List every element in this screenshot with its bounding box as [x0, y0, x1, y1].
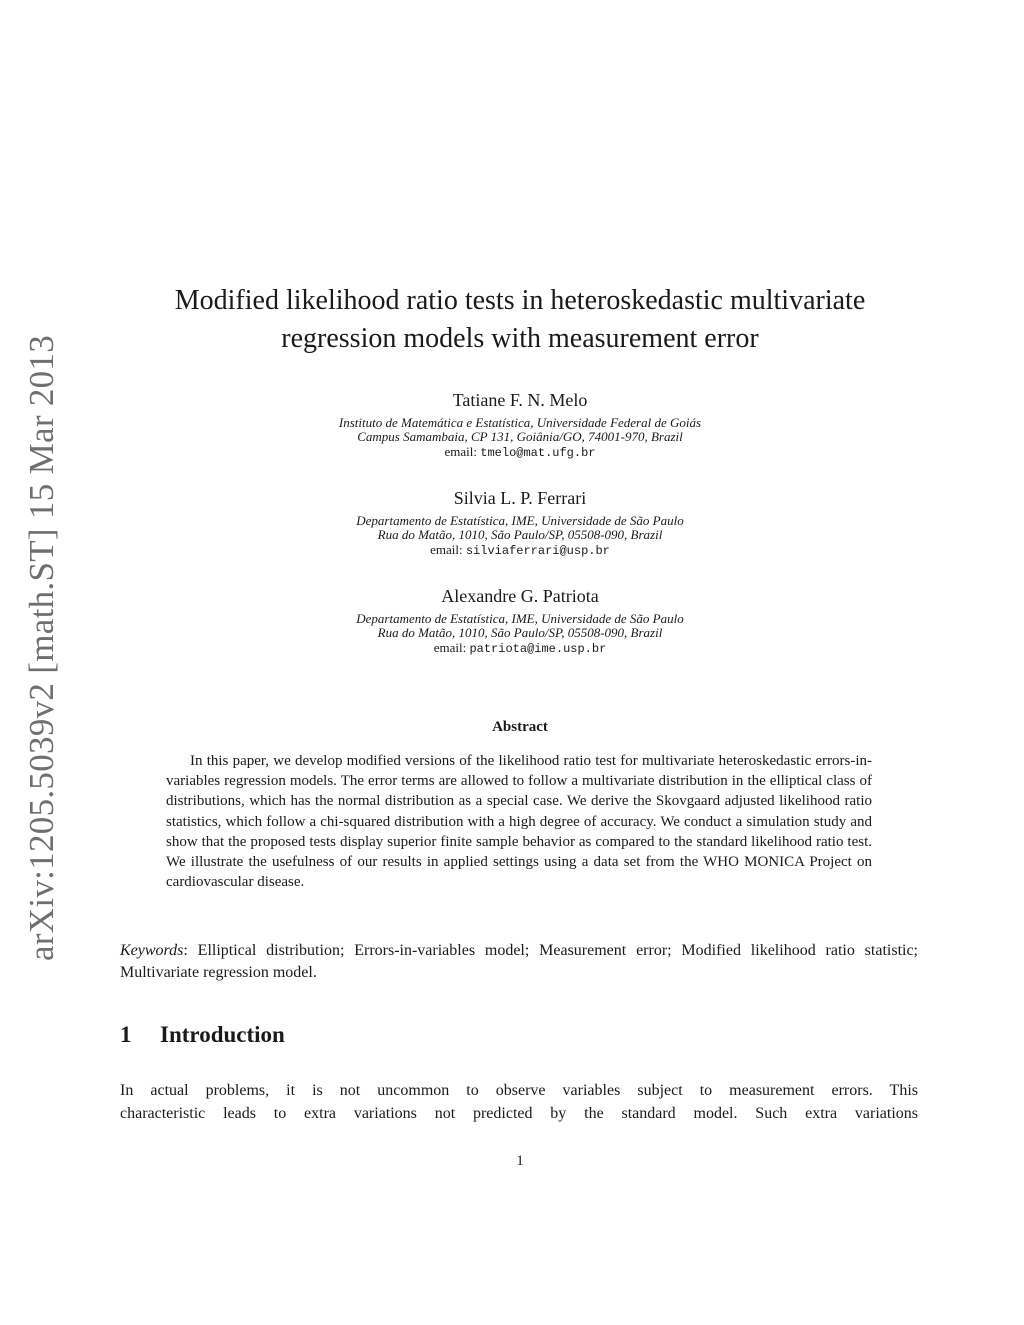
- author-affiliation-line-2: Campus Samambaia, CP 131, Goiânia/GO, 74001-970, Brazil: [357, 429, 683, 444]
- author-name: Silvia L. P. Ferrari: [453, 488, 587, 508]
- author-email[interactable]: patriota@ime.usp.br: [469, 642, 607, 656]
- intro-line-1: In actual problems, it is not uncommon to observe variables subject to measurement errors. This: [120, 1082, 918, 1099]
- email-label: email:: [430, 542, 463, 557]
- introduction-text: [120, 1079, 918, 1125]
- section-title: Introduction: [160, 1022, 285, 1047]
- abstract-body: In this paper, we develop modified versions of the likelihood ratio test for multivariate heteroskedastic errors-in-variables regression models. The error terms are allowed to follow a multivariate distribution in the elliptical class of distributions, which has the normal distribution as a special case. We derive the Skovgaard adjusted likelihood ratio statistics, which follow a chi-squared distribution with a high degree of accuracy. We conduct a simulation study and show that the proposed tests display superior finite sample behavior as compared to the standard likelihood ratio test. We illustrate the usefulness of our results in applied settings using a data set from the WHO MONICA Project on cardiovascular disease.: [166, 753, 872, 891]
- email-label: email:: [433, 640, 467, 655]
- author-affiliation-line-1: Departamento de Estatística, IME, Universidade de São Paulo: [356, 611, 684, 626]
- author-email[interactable]: tmelo@mat.ufg.br: [480, 446, 596, 460]
- abstract-heading: Abstract: [492, 719, 548, 735]
- author-email-line: [120, 444, 920, 461]
- author-name: Tatiane F. N. Melo: [452, 390, 588, 410]
- keywords-text: : Elliptical distribution; Errors-in-variables model; Measurement error; Modified likelihood ratio statistic; Multivariate regression model.: [120, 942, 918, 981]
- section-heading-introduction: [120, 1022, 285, 1048]
- arxiv-identifier-stamp: arXiv:1205.5039v2 [math.ST] 15 Mar 2013: [22, 334, 61, 962]
- keywords-paragraph: [120, 940, 918, 984]
- title-line-1: Modified likelihood ratio tests in heteroskedastic multivariate: [174, 285, 866, 316]
- author-affiliation-line-1: Instituto de Matemática e Estatística, Universidade Federal de Goiás: [338, 415, 702, 430]
- author-block-2: [120, 486, 920, 559]
- title-line-2: regression models with measurement error: [281, 323, 759, 354]
- email-label: email:: [444, 444, 478, 459]
- author-email[interactable]: silviaferrari@usp.br: [465, 544, 610, 558]
- keywords-label: Keywords: [120, 942, 184, 959]
- section-number: 1: [120, 1022, 132, 1047]
- author-affiliation-line-1: Departamento de Estatística, IME, Universidade de São Paulo: [356, 513, 684, 528]
- author-name: Alexandre G. Patriota: [441, 586, 599, 606]
- author-block-1: [120, 388, 920, 461]
- author-email-line: [120, 542, 920, 559]
- author-affiliation-line-2: Rua do Matão, 1010, São Paulo/SP, 05508-090, Brazil: [377, 625, 663, 640]
- author-email-line: [120, 640, 920, 657]
- intro-line-2: characteristic leads to extra variations not predicted by the standard model. Such extra variations: [120, 1105, 918, 1122]
- paper-title: [120, 282, 920, 358]
- author-block-3: [120, 584, 920, 657]
- author-affiliation-line-2: Rua do Matão, 1010, São Paulo/SP, 05508-090, Brazil: [377, 527, 663, 542]
- page-number: 1: [516, 1153, 524, 1169]
